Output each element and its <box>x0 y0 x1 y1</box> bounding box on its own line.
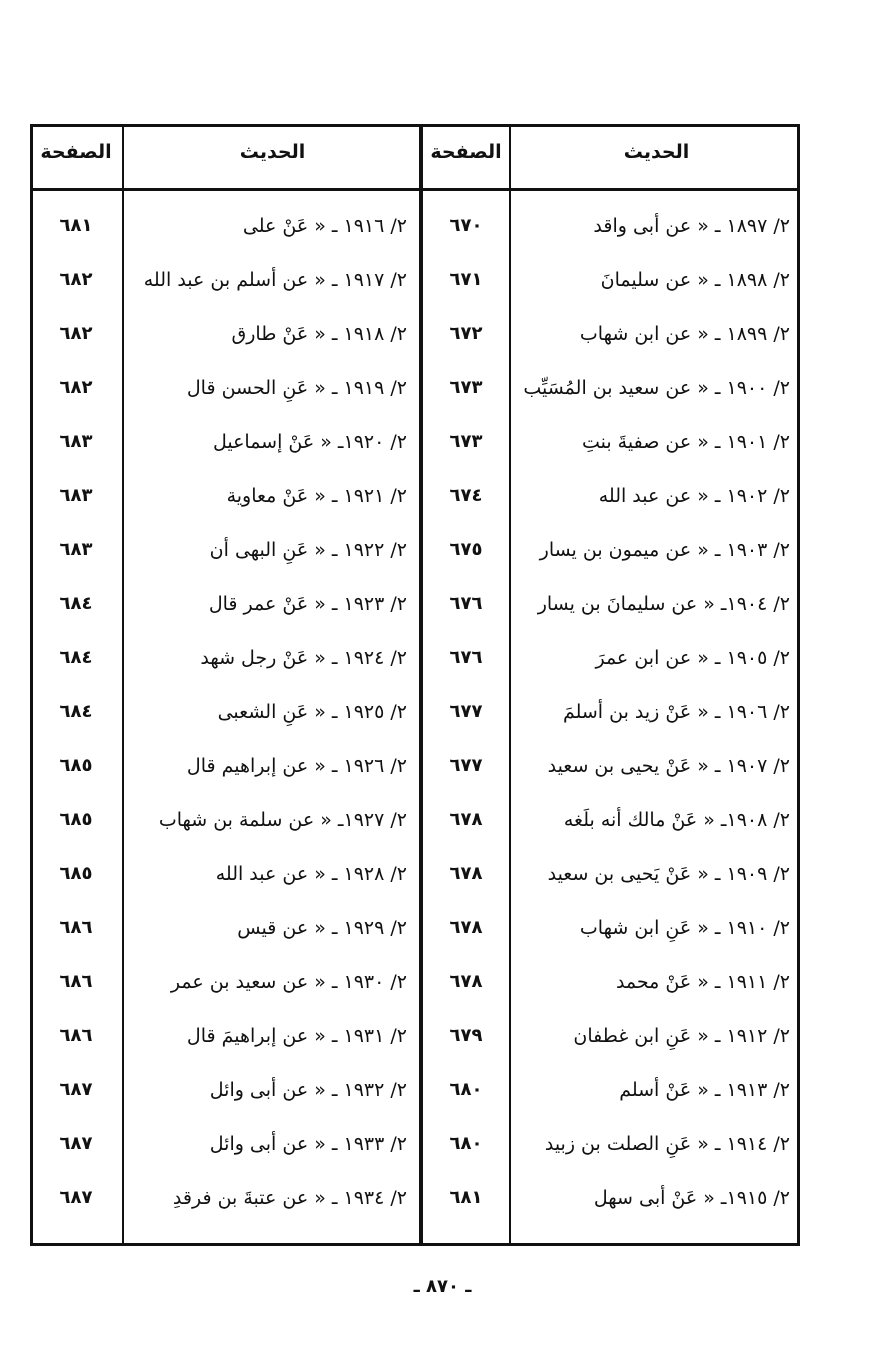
hadith-entry: ٢/ ١٩٠٨ـ « عَنْ مالك أنه بلَغه <box>563 809 790 831</box>
hadith-entry: ٢/ ١٩١٠ ـ « عَنِ ابن شهاب <box>579 917 790 939</box>
page-reference: ٦٧١ <box>449 269 483 290</box>
table-row <box>423 261 800 315</box>
table-row <box>30 315 419 369</box>
page-reference: ٦٧٦ <box>449 593 483 614</box>
table-row <box>423 477 800 531</box>
hadith-entry: ٢/ ١٩٣٤ ـ « عن عتبةَ بن فرقدِ <box>172 1187 407 1209</box>
table-row <box>30 585 419 639</box>
hadith-entry: ٢/ ١٩٢٢ ـ « عَنِ البهى أن <box>209 539 407 561</box>
table-row <box>423 315 800 369</box>
hadith-entry: ٢/ ١٩٣٣ ـ « عن أبى وائل <box>209 1133 407 1155</box>
hadith-entry: ٢/ ١٩١٨ ـ « عَنْ طارق <box>231 323 407 345</box>
page-reference: ٦٧٦ <box>449 647 483 668</box>
page-reference: ٦٧٠ <box>449 215 483 236</box>
page-reference: ٦٨١ <box>449 1187 483 1208</box>
table-row <box>30 963 419 1017</box>
table-row <box>30 531 419 585</box>
hadith-entry: ٢/ ١٩٠٩ ـ « عَنْ يَحيى بن سعيد <box>547 863 790 885</box>
table-row <box>423 1071 800 1125</box>
page-reference: ٦٨٤ <box>59 647 93 668</box>
hadith-entry: ٢/ ١٩٣٠ ـ « عن سعيد بن عمر <box>170 971 407 993</box>
table-row <box>423 639 800 693</box>
page-reference: ٦٨٣ <box>59 485 93 506</box>
table-row <box>30 855 419 909</box>
page-reference: ٦٧٨ <box>449 971 483 992</box>
hadith-entry: ٢/ ١٩٢٦ ـ « عن إبراهيم قال <box>186 755 407 777</box>
page-reference: ٦٨٥ <box>59 863 93 884</box>
hadith-entry: ٢/ ١٩٣٢ ـ « عن أبى وائل <box>209 1079 407 1101</box>
page-reference: ٦٨١ <box>59 215 93 236</box>
hadith-entry: ٢/ ١٩٢٣ ـ « عَنْ عمر قال <box>208 593 407 615</box>
page-reference: ٦٨٤ <box>59 593 93 614</box>
table-row <box>423 585 800 639</box>
hadith-entry: ٢/ ١٩٣١ ـ « عن إبراهيمَ قال <box>186 1025 407 1047</box>
rows-left <box>30 207 419 1233</box>
page-reference: ٦٨٠ <box>449 1133 483 1154</box>
page-reference: ٦٨٥ <box>59 809 93 830</box>
table-row <box>30 801 419 855</box>
hadith-entry: ٢/ ١٩٠٧ ـ « عَنْ يحيى بن سعيد <box>547 755 790 777</box>
index-table <box>30 124 800 1246</box>
header-hadith: الحديث <box>239 141 306 163</box>
header-page: الصفحة <box>430 141 502 163</box>
table-row <box>30 1017 419 1071</box>
page-reference: ٦٧٣ <box>449 377 483 398</box>
page-reference: ٦٨٧ <box>59 1187 93 1208</box>
table-right-half <box>421 127 800 1243</box>
hadith-entry: ٢/ ١٩٠٢ ـ « عن عبد الله <box>598 485 790 507</box>
page-reference: ٦٨٣ <box>59 539 93 560</box>
page-reference: ٦٨٠ <box>449 1079 483 1100</box>
page-reference: ٦٧٨ <box>449 917 483 938</box>
hadith-entry: ٢/ ١٨٩٧ ـ « عن أبى واقد <box>593 215 790 237</box>
hadith-entry: ٢/ ١٩٠١ ـ « عن صفيةَ بنتِ <box>581 431 790 453</box>
hadith-entry: ٢/ ١٩٠٤ـ « عن سليمانَ بن يسار <box>537 593 790 615</box>
page-reference: ٦٨٥ <box>59 755 93 776</box>
table-row <box>423 909 800 963</box>
hadith-entry: ٢/ ١٩١٤ ـ « عَنِ الصلت بن زبيد <box>544 1133 790 1155</box>
page-reference: ٦٧٤ <box>449 485 483 506</box>
page-reference: ٦٨٢ <box>59 323 93 344</box>
hadith-entry: ٢/ ١٩١١ ـ « عَنْ محمد <box>615 971 790 993</box>
hadith-entry: ٢/ ١٩٢١ ـ « عَنْ معاوية <box>226 485 407 507</box>
table-row <box>423 207 800 261</box>
table-row <box>423 801 800 855</box>
page-reference: ٦٧٨ <box>449 809 483 830</box>
hadith-entry: ٢/ ١٩١٧ ـ « عن أسلم بن عبد الله <box>143 269 407 291</box>
page-reference: ٦٨٧ <box>59 1079 93 1100</box>
hadith-entry: ٢/ ١٩٢٩ ـ « عن قيس <box>237 917 407 939</box>
hadith-entry: ٢/ ١٩١٥ـ « عَنْ أبى سهل <box>593 1187 790 1209</box>
hadith-entry: ٢/ ١٩١٢ ـ « عَنِ ابن غطفان <box>573 1025 790 1047</box>
page-reference: ٦٨٣ <box>59 431 93 452</box>
table-row <box>30 477 419 531</box>
hadith-entry: ٢/ ١٩١٣ ـ « عَنْ أسلم <box>619 1079 790 1101</box>
header-row <box>423 127 800 191</box>
page-reference: ٦٨٦ <box>59 1025 93 1046</box>
table-row <box>423 1179 800 1233</box>
table-row <box>423 963 800 1017</box>
header-row <box>30 127 419 191</box>
hadith-entry: ٢/ ١٩٠٥ ـ « عن ابن عمرَ <box>595 647 790 669</box>
page-reference: ٦٧٣ <box>449 431 483 452</box>
page-reference: ٦٨٢ <box>59 269 93 290</box>
table-row <box>30 1125 419 1179</box>
hadith-entry: ٢/ ١٩٠٦ ـ « عَنْ زيد بن أسلمَ <box>562 701 790 723</box>
table-row <box>30 639 419 693</box>
hadith-entry: ٢/ ١٩٢٧ـ « عن سلمة بن شهاب <box>158 809 407 831</box>
table-row <box>30 747 419 801</box>
table-row <box>423 1125 800 1179</box>
table-row <box>30 207 419 261</box>
rows-right <box>423 207 800 1233</box>
hadith-entry: ٢/ ١٩١٩ ـ « عَنِ الحسن قال <box>186 377 407 399</box>
hadith-entry: ٢/ ١٩٠٠ ـ « عن سعيد بن المُسَيِّب <box>523 377 790 399</box>
table-row <box>30 909 419 963</box>
page-reference: ٦٨٦ <box>59 917 93 938</box>
page-reference: ٦٨٤ <box>59 701 93 722</box>
page-reference: ٦٨٢ <box>59 377 93 398</box>
table-row <box>423 369 800 423</box>
table-row <box>423 531 800 585</box>
hadith-entry: ٢/ ١٩١٦ ـ « عَنْ على <box>242 215 407 237</box>
table-left-half <box>30 127 421 1243</box>
table-row <box>423 423 800 477</box>
table-row <box>30 261 419 315</box>
page-reference: ٦٧٨ <box>449 863 483 884</box>
page-reference: ٦٧٧ <box>449 755 483 776</box>
hadith-entry: ٢/ ١٩٢٤ ـ « عَنْ رجل شهد <box>200 647 407 669</box>
table-row <box>30 423 419 477</box>
table-row <box>423 855 800 909</box>
table-row <box>30 1071 419 1125</box>
page-reference: ٦٧٥ <box>449 539 483 560</box>
table-row <box>423 747 800 801</box>
hadith-entry: ٢/ ١٩٢٨ ـ « عن عبد الله <box>215 863 407 885</box>
page-number: ـ ٨٧٠ ـ <box>413 1276 472 1297</box>
page-reference: ٦٨٧ <box>59 1133 93 1154</box>
page-reference: ٦٧٢ <box>449 323 483 344</box>
hadith-entry: ٢/ ١٩٢٥ ـ « عَنِ الشعبى <box>217 701 407 723</box>
table-row <box>423 693 800 747</box>
header-hadith: الحديث <box>623 141 690 163</box>
table-row <box>30 369 419 423</box>
table-row <box>423 1017 800 1071</box>
page-reference: ٦٧٧ <box>449 701 483 722</box>
hadith-entry: ٢/ ١٨٩٨ ـ « عن سليمانَ <box>600 269 790 291</box>
hadith-entry: ٢/ ١٩٠٣ ـ « عن ميمون بن يسار <box>539 539 790 561</box>
table-row <box>30 693 419 747</box>
page-reference: ٦٨٦ <box>59 971 93 992</box>
table-row <box>30 1179 419 1233</box>
hadith-entry: ٢/ ١٨٩٩ ـ « عن ابن شهاب <box>579 323 790 345</box>
header-page: الصفحة <box>40 141 112 163</box>
page-reference: ٦٧٩ <box>449 1025 483 1046</box>
hadith-entry: ٢/ ١٩٢٠ـ « عَنْ إسماعيل <box>212 431 407 453</box>
